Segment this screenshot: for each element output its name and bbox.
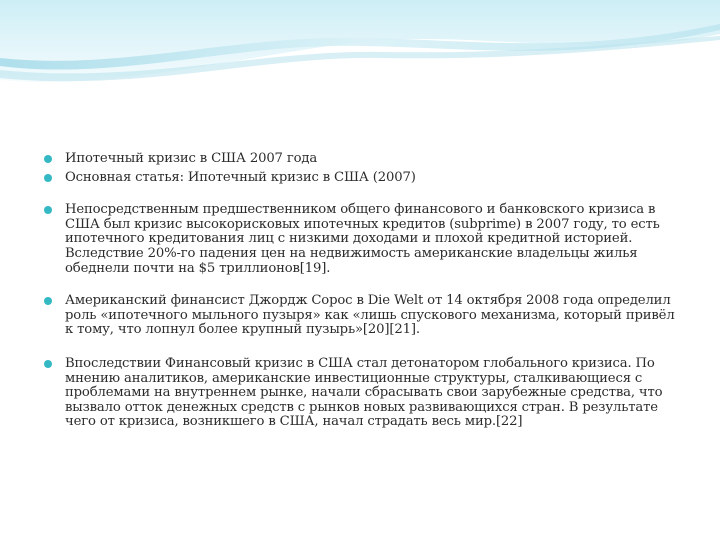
bullet-list — [44, 152, 684, 430]
bullet-soros: Американский финансист Джордж Сорос в Die Welt от 14 октября 2008 года определил роль «ипотечного мыльного пузыря» как «лишь спускового механизма, который привёл к тому, что лопнул более крупный пузырь»[20][21]. — [44, 294, 684, 338]
wave-header-decoration — [0, 0, 720, 110]
bullet-main-article: Основная статья: Ипотечный кризис в США (2007) — [44, 171, 684, 186]
bullet-subprime: Непосредственным предшественником общего финансового и банковского кризиса в США был кризис высокорисковых ипотечных кредитов (subprime) в 2007 году, то есть ипотечного кредитования лиц с низкими доходами и плохой кредитной историей. Вследствие 20%-го падения цен на недвижимость американские владельцы жилья обеднели почти на $5 триллионов[19]. — [44, 203, 684, 276]
bullet-global-crisis: Впоследствии Финансовый кризис в США стал детонатором глобального кризиса. По мнению аналитиков, американские инвестиционные структуры, сталкивающиеся с проблемами на внутреннем рынке, начали сбрасывать свои зарубежные средства, что вызвало отток денежных средств с рынков новых развивающихся стран. В результате чего от кризиса, возникшего в США, начал страдать весь мир.[22] — [44, 357, 684, 430]
bullet-heading: Ипотечный кризис в США 2007 года — [44, 152, 684, 167]
